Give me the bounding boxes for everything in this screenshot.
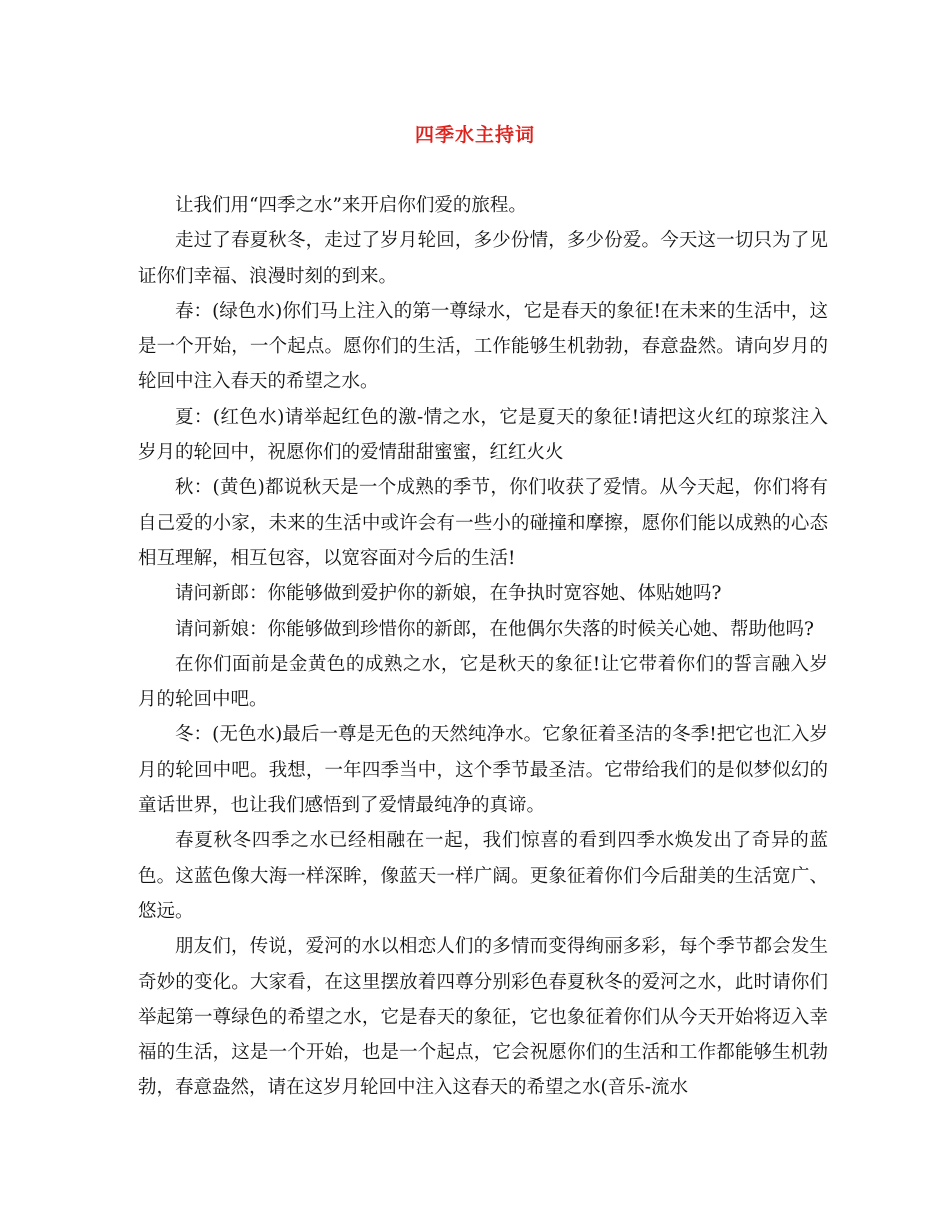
paragraph: 秋：(黄色)都说秋天是一个成熟的季节，你们收获了爱情。从今天起，你们将有自己爱的小家，未来的生活中或许会有一些小的碰撞和摩擦，愿你们能以成熟的心态相互理解，相互包容，以宽容面对今后的生活! [138,477,828,569]
document-body [138,188,828,1106]
paragraph: 夏：(红色水)请举起红色的激-情之水，它是夏天的象征!请把这火红的琼浆注入岁月的轮回中，祝愿你们的爱情甜甜蜜蜜，红红火火 [138,406,828,464]
paragraph: 春夏秋冬四季之水已经相融在一起，我们惊喜的看到四季水焕发出了奇异的蓝色。这蓝色像大海一样深眸，像蓝天一样广阔。更象征着你们今后甜美的生活宽广、悠远。 [138,830,828,922]
paragraph: 请问新娘：你能够做到珍惜你的新郎，在他偶尔失落的时候关心她、帮助他吗? [175,618,814,640]
paragraph: 春：(绿色水)你们马上注入的第一尊绿水，它是春天的象征!在未来的生活中，这是一个开始，一个起点。愿你们的生活，工作能够生机勃勃，春意盎然。请向岁月的轮回中注入春天的希望之水。 [138,300,828,393]
document-title: 四季水主持词 [414,124,535,146]
paragraph: 朋友们，传说，爱河的水以相恋人们的多情而变得绚丽多彩，每个季节都会发生奇妙的变化。大家看，在这里摆放着四尊分别彩色春夏秋冬的爱河之水，此时请你们举起第一尊绿色的希望之水，它是春天的象征，它也象征着你们从今天开始将迈入幸福的生活，这是一个开始，也是一个起点，它会祝愿你们的生活和工作都能够生机勃勃，春意盎然，请在这岁月轮回中注入这春天的希望之水(音乐-流水 [138,936,828,1099]
paragraph: 冬：(无色水)最后一尊是无色的天然纯净水。它象征着圣洁的冬季!把它也汇入岁月的轮回中吧。我想，一年四季当中，这个季节最圣洁。它带给我们的是似梦似幻的童话世界，也让我们感悟到了爱情最纯净的真谛。 [138,724,828,817]
paragraph: 请问新郎：你能够做到爱护你的新娘，在争执时宽容她、体贴她吗? [175,583,722,605]
paragraph: 走过了春夏秋冬，走过了岁月轮回，多少份情，多少份爱。今天这一切只为了见证你们幸福、浪漫时刻的到来。 [138,230,828,287]
paragraph: 让我们用“四季之水”来开启你们爱的旅程。 [175,195,527,216]
paragraph: 在你们面前是金黄色的成熟之水，它是秋天的象征!让它带着你们的誓言融入岁月的轮回中吧。 [138,653,828,711]
